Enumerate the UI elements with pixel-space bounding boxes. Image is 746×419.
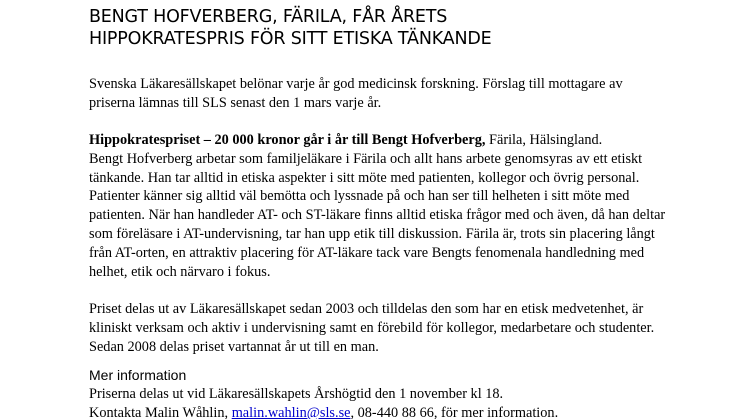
contact-prefix: Kontakta Malin Wåhlin, [89,404,232,419]
contact-suffix: , 08-440 88 66, för mer information. [350,404,559,419]
award-line: som föreläsare i AT-undervisning, tar han upp etik till diskussion. Färila är, trots sin placering långt [89,225,655,242]
award-line: från AT-orten, en attraktiv placering för AT-läkare tack vare Bengts fenomenala handledning med [89,244,645,261]
award-line: Patienter känner sig alltid väl bemötta och lyssnade på och han ser till helheten i sitt möte med [89,188,630,205]
email-link[interactable]: malin.wahlin@sls.se [231,404,351,419]
more-info-line: Priserna delas ut vid Läkaresällskapets Årshögtid den 1 november kl 18. [89,385,504,402]
intro-paragraph [89,75,729,113]
intro-line: priserna lämnas till SLS senast den 1 mars varje år. [89,94,382,111]
intro-line: Svenska Läkaresällskapet belönar varje år god medicinsk forskning. Förslag till mottagare av [89,76,623,92]
history-line: Priset delas ut av Läkaresällskapet sedan 2003 och tilldelas den som har en etisk medvetenhet, är [89,301,644,317]
page-title [89,6,491,50]
history-paragraph [89,300,729,356]
contact-line [89,404,729,419]
title-line-1: BENGT HOFVERBERG, FÄRILA, FÅR ÅRETS [89,7,448,27]
award-line: helhet, etik och närvaro i fokus. [89,263,271,280]
award-line: patienten. När han handleder AT- och ST-läkare finns alltid etiska frågor med och även, då han deltar [89,207,666,224]
award-lead-rest: Färila, Hälsingland. [485,132,603,148]
award-lead-line [89,131,729,150]
award-paragraph [89,131,729,281]
history-line: kliniskt verksam och aktiv i undervisning samt en förebild för kollegor, medarbetare och studenter. [89,319,655,336]
award-lead-bold: Hippokratespriset – 20 000 kronor går i år till Bengt Hofverberg, [89,132,486,148]
more-info-section [89,366,729,419]
title-line-2: HIPPOKRATESPRIS FÖR SITT ETISKA TÄNKANDE [89,29,492,49]
more-info-heading: Mer information [89,367,187,383]
history-line: Sedan 2008 delas priset vartannat år ut till en man. [89,338,379,355]
award-line: Bengt Hofverberg arbetar som familjeläkare i Färila och allt hans arbete genomsyras av ett etiskt [89,150,643,167]
award-line: tänkande. Han tar alltid in etiska aspekter i sitt möte med patienten, kollegor och övrig personal. [89,169,640,186]
